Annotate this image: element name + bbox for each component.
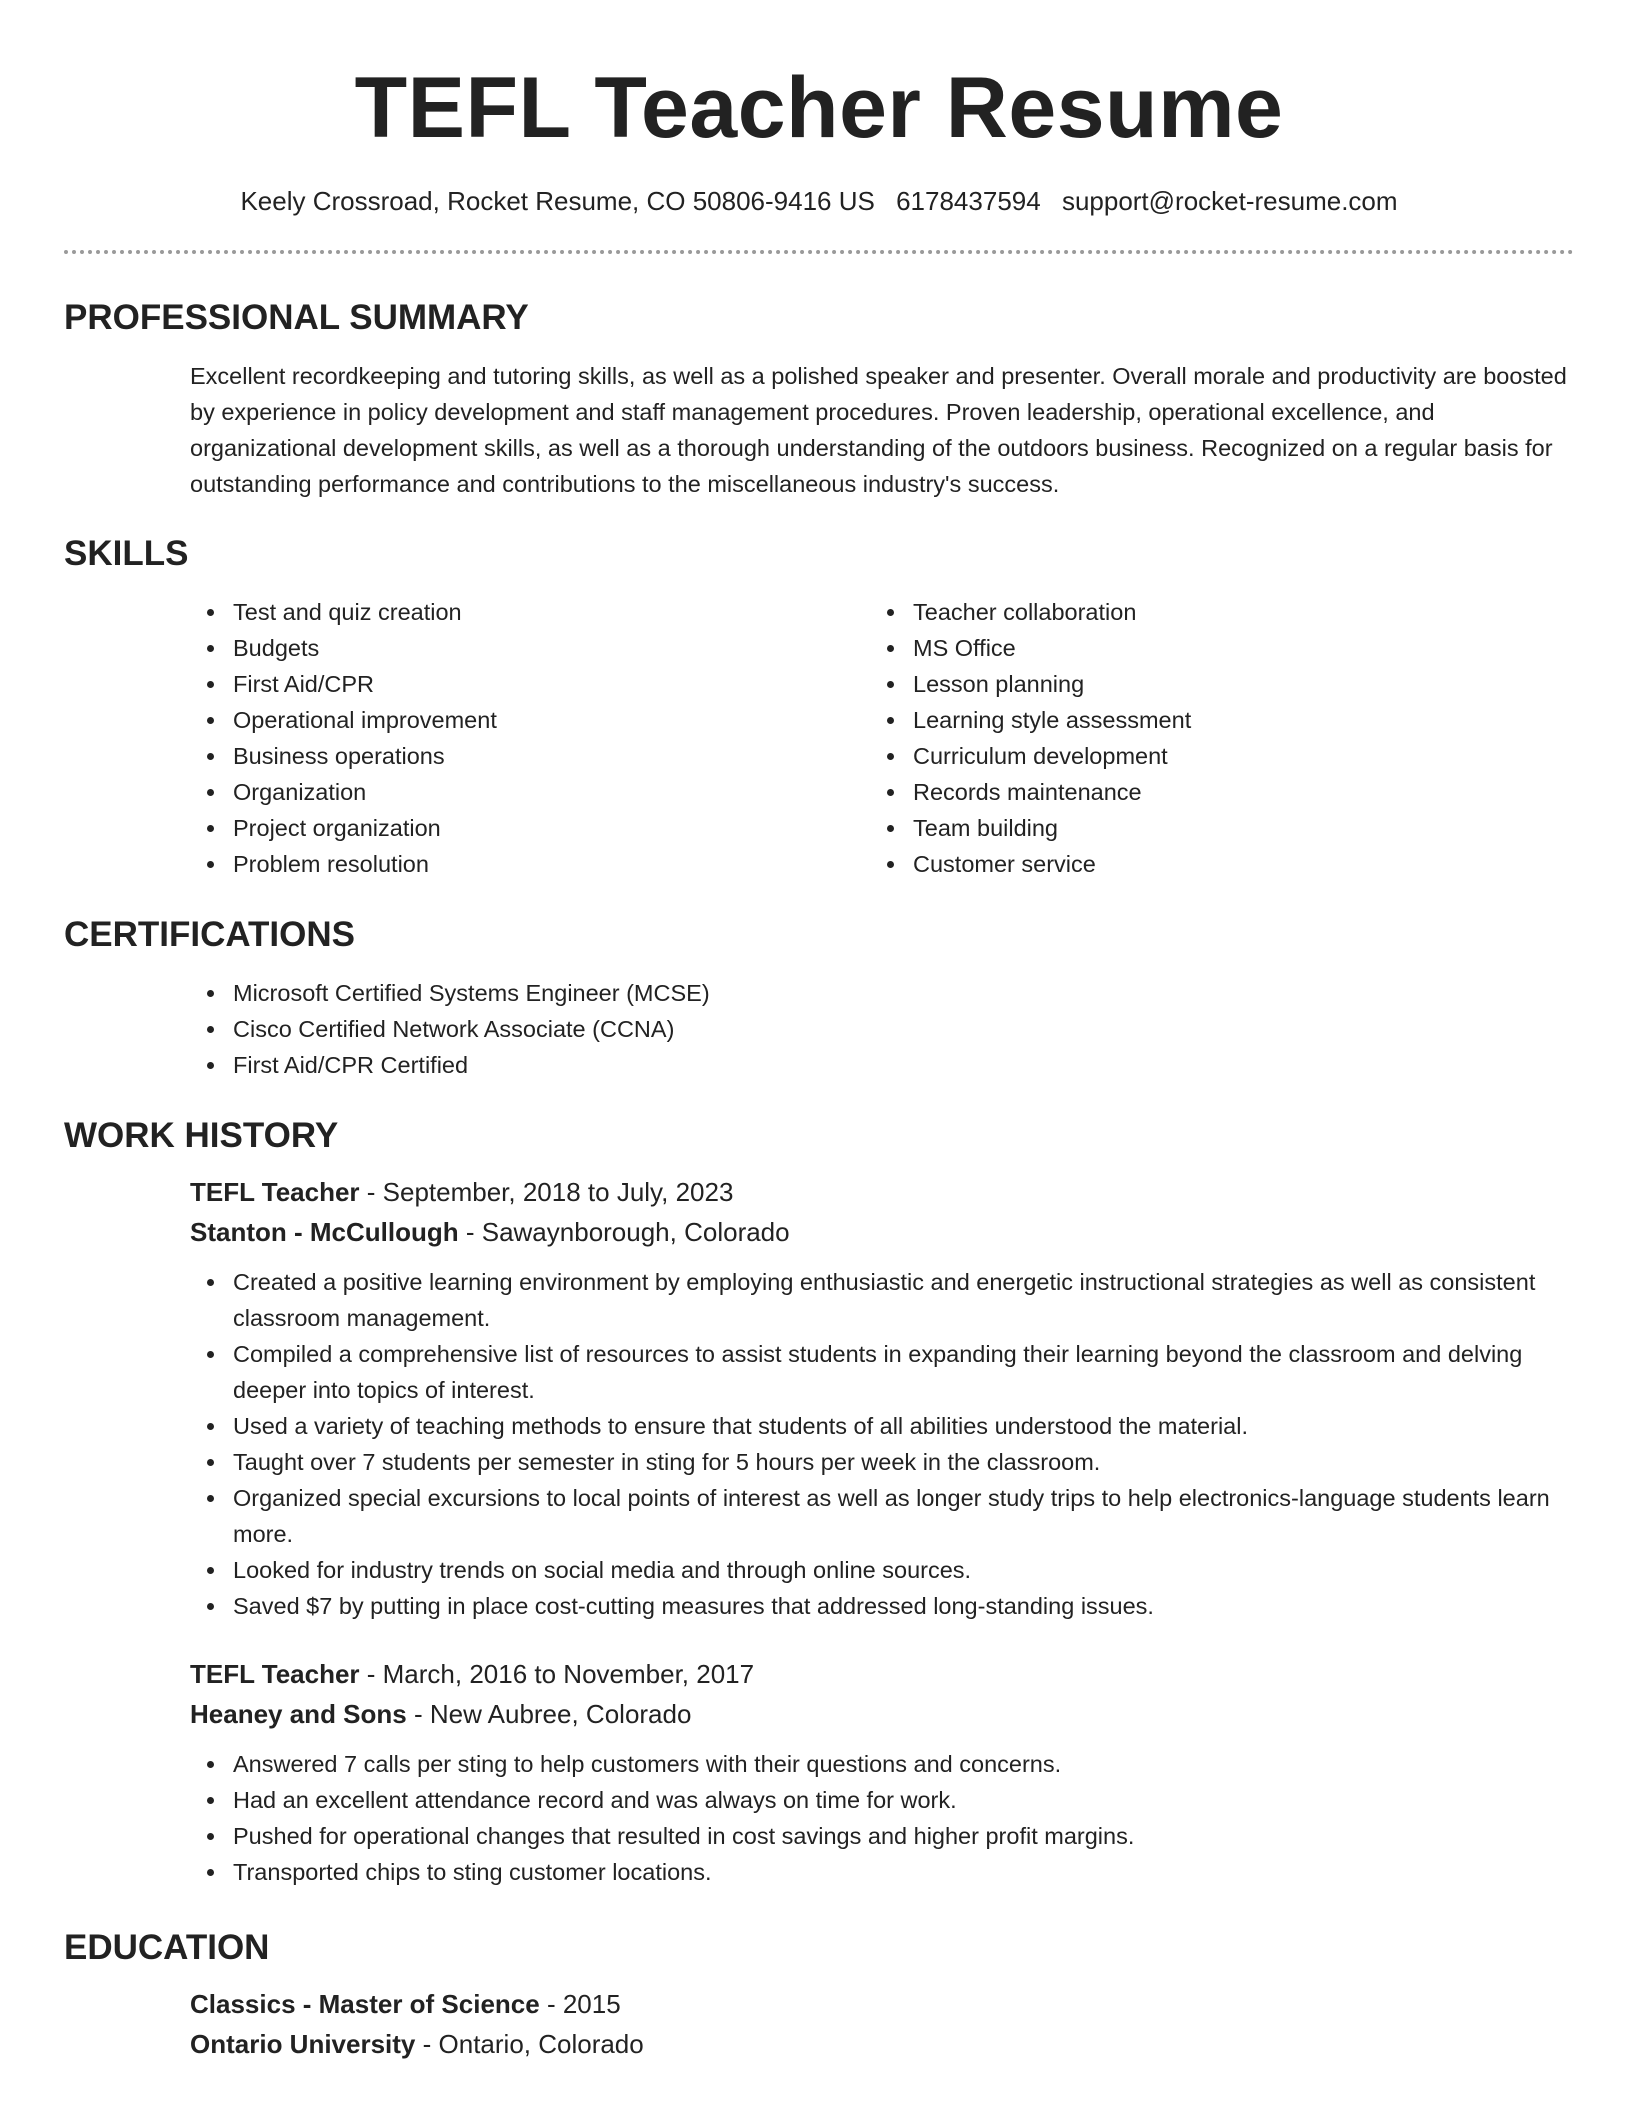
job-bullet: Answered 7 calls per sting to help customers with their questions and concerns. bbox=[190, 1746, 1570, 1782]
certifications-heading: CERTIFICATIONS bbox=[64, 915, 356, 954]
certifications-list bbox=[190, 975, 1570, 1083]
job-bullet: Transported chips to sting customer locations. bbox=[190, 1854, 1570, 1890]
skills-list-right bbox=[870, 594, 1550, 882]
skills-heading: SKILLS bbox=[64, 534, 189, 573]
skill-item: Budgets bbox=[190, 630, 870, 666]
work-history-section bbox=[64, 1114, 1574, 1890]
skill-item: Records maintenance bbox=[870, 774, 1550, 810]
job-bullet: Saved $7 by putting in place cost-cutting measures that addressed long-standing issues. bbox=[190, 1588, 1570, 1624]
skill-item: Test and quiz creation bbox=[190, 594, 870, 630]
education-school-line bbox=[190, 2024, 1570, 2064]
job-bullet: Had an excellent attendance record and was always on time for work. bbox=[190, 1782, 1570, 1818]
job-company-line bbox=[190, 1694, 1570, 1734]
job-location: - Sawaynborough, Colorado bbox=[458, 1217, 790, 1247]
summary-section bbox=[64, 296, 1574, 502]
skills-section bbox=[64, 532, 1574, 882]
job-bullets bbox=[190, 1264, 1570, 1624]
job-dates: - March, 2016 to November, 2017 bbox=[359, 1659, 755, 1689]
job-company: Stanton - McCullough bbox=[190, 1217, 459, 1247]
skill-item: Lesson planning bbox=[870, 666, 1550, 702]
summary-heading: PROFESSIONAL SUMMARY bbox=[64, 298, 529, 337]
resume-title: TEFL Teacher Resume bbox=[354, 60, 1284, 156]
skill-item: Problem resolution bbox=[190, 846, 870, 882]
job-dates: - September, 2018 to July, 2023 bbox=[359, 1177, 734, 1207]
education-location: - Ontario, Colorado bbox=[415, 2029, 644, 2059]
job-entry bbox=[190, 1654, 1570, 1890]
job-bullet: Organized special excursions to local points of interest as well as longer study trips to help electronics-language students learn more. bbox=[190, 1480, 1570, 1552]
contact-address: Keely Crossroad, Rocket Resume, CO 50806-9416 US bbox=[240, 186, 875, 216]
job-title: TEFL Teacher bbox=[190, 1177, 360, 1207]
skill-item: Operational improvement bbox=[190, 702, 870, 738]
job-bullet: Looked for industry trends on social media and through online sources. bbox=[190, 1552, 1570, 1588]
skill-item: Teacher collaboration bbox=[870, 594, 1550, 630]
education-school: Ontario University bbox=[190, 2029, 416, 2059]
resume-page bbox=[64, 0, 1574, 2059]
certification-item: First Aid/CPR Certified bbox=[190, 1047, 1570, 1083]
skill-item: Business operations bbox=[190, 738, 870, 774]
education-degree: Classics - Master of Science bbox=[190, 1989, 540, 2019]
skills-list-left bbox=[190, 594, 870, 882]
job-title-line bbox=[190, 1172, 1570, 1212]
job-bullet: Compiled a comprehensive list of resources to assist students in expanding their learning beyond the classroom and delving deeper into topics of interest. bbox=[190, 1336, 1570, 1408]
education-degree-line bbox=[190, 1984, 1570, 2024]
work-history-heading: WORK HISTORY bbox=[64, 1116, 339, 1155]
skill-item: Learning style assessment bbox=[870, 702, 1550, 738]
contact-email: support@rocket-resume.com bbox=[1061, 186, 1398, 216]
skills-grid bbox=[190, 594, 1570, 882]
certification-item: Cisco Certified Network Associate (CCNA) bbox=[190, 1011, 1570, 1047]
contact-phone: 6178437594 bbox=[896, 186, 1041, 216]
job-title-line bbox=[190, 1654, 1570, 1694]
skill-item: Curriculum development bbox=[870, 738, 1550, 774]
job-bullet: Taught over 7 students per semester in sting for 5 hours per week in the classroom. bbox=[190, 1444, 1570, 1480]
job-company: Heaney and Sons bbox=[190, 1699, 407, 1729]
header-divider bbox=[64, 250, 1574, 254]
job-location: - New Aubree, Colorado bbox=[406, 1699, 692, 1729]
job-company-line bbox=[190, 1212, 1570, 1252]
certifications-section bbox=[64, 913, 1574, 1083]
skill-item: MS Office bbox=[870, 630, 1550, 666]
job-bullets bbox=[190, 1746, 1570, 1890]
job-title: TEFL Teacher bbox=[190, 1659, 360, 1689]
skill-item: First Aid/CPR bbox=[190, 666, 870, 702]
skill-item: Team building bbox=[870, 810, 1550, 846]
skill-item: Customer service bbox=[870, 846, 1550, 882]
contact-line bbox=[64, 184, 1574, 218]
education-year: - 2015 bbox=[539, 1989, 621, 2019]
job-bullet: Pushed for operational changes that resulted in cost savings and higher profit margins. bbox=[190, 1818, 1570, 1854]
education-heading: EDUCATION bbox=[64, 1928, 270, 1967]
summary-text: Excellent recordkeeping and tutoring skills, as well as a polished speaker and presenter. Overall morale and productivity are boosted by experience in policy development and staff management procedures. Proven leadership, operational excellence, and organizational development skills, as well as a thorough understanding of the outdoors business. Recognized on a regular basis for outstanding performance and contributions to the miscellaneous industry's success. bbox=[190, 363, 1567, 497]
job-bullet: Used a variety of teaching methods to ensure that students of all abilities understood the material. bbox=[190, 1408, 1570, 1444]
certification-item: Microsoft Certified Systems Engineer (MCSE) bbox=[190, 975, 1570, 1011]
job-bullet: Created a positive learning environment by employing enthusiastic and energetic instructional strategies as well as consistent classroom management. bbox=[190, 1264, 1570, 1336]
skill-item: Organization bbox=[190, 774, 870, 810]
skill-item: Project organization bbox=[190, 810, 870, 846]
job-entry bbox=[190, 1172, 1570, 1624]
education-section bbox=[64, 1926, 1574, 2064]
